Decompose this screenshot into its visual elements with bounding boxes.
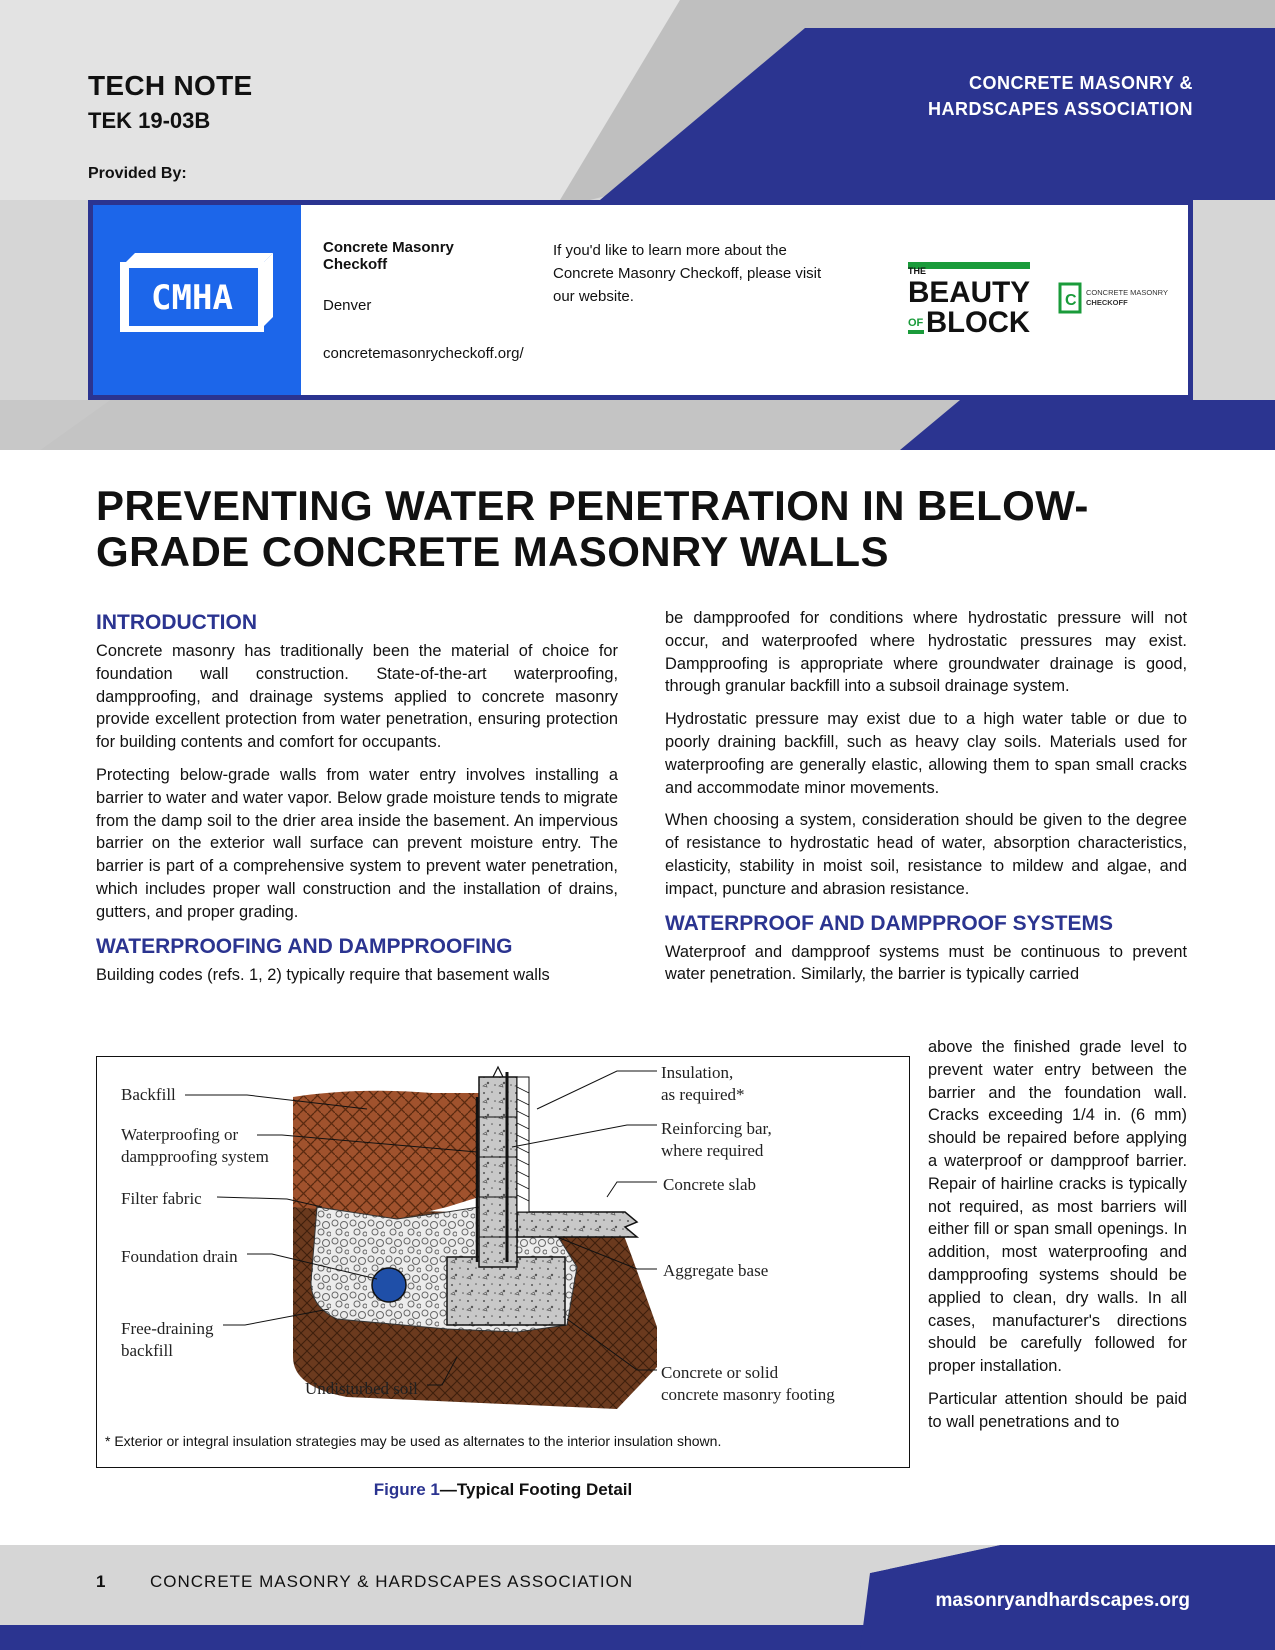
label-aggregate-base: Aggregate base [663,1261,769,1280]
provider-city: Denver [323,297,372,314]
tech-note-label: TECH NOTE [88,70,253,101]
waterproofing-paragraph-2: Hydrostatic pressure may exist due to a high water table or due to poorly draining backfill, such as heavy clay soils. Materials used for waterproofing are generally elastic, allowing them to span small cracks and accommodate minor movements. [665,710,1187,797]
svg-text:C: C [1065,292,1077,309]
footer-website-link[interactable]: masonryandhardscapes.org [935,1590,1190,1611]
label-free-draining-2: backfill [121,1341,173,1360]
right-column [665,607,1187,996]
svg-text:BEAUTY: BEAUTY [908,276,1030,309]
page-title: PREVENTING WATER PENETRATION IN BELOW-GRADE CONCRETE MASONRY WALLS [96,482,1089,575]
beauty-of-block-logo [908,260,1038,340]
provider-url-link[interactable]: concretemasonrycheckoff.org/ [323,345,524,362]
tek-code: TEK 19-03B [88,108,211,133]
left-column [96,610,618,996]
provided-by-label: Provided By: [88,165,187,182]
label-insulation-1: Insulation, [661,1063,734,1082]
svg-text:CMHA: CMHA [151,278,233,318]
systems-paragraph-2: Particular attention should be paid to wall penetrations and to [928,1389,1187,1431]
label-waterproofing-1: Waterproofing or [121,1125,239,1144]
waterproofing-paragraph-3: When choosing a system, consideration should be given to the degree of resistance to hydrostatic head of water, absorption characteristics, elasticity, stability in moist soil, resistance to mildew and algae, and impact, puncture and abrasion resistance. [665,811,1187,898]
label-concrete-slab: Concrete slab [663,1175,756,1194]
cmha-logo [93,205,301,395]
label-waterproofing-2: dampproofing system [121,1147,269,1166]
figure-1 [96,1056,910,1468]
svg-text:CHECKOFF: CHECKOFF [1086,298,1128,307]
figure-caption-text: —Typical Footing Detail [439,1480,633,1499]
label-free-draining-1: Free-draining [121,1319,214,1338]
page-number: 1 [96,1572,106,1591]
label-footing-2: concrete masonry footing [661,1385,835,1404]
label-insulation-2: as required* [661,1085,745,1104]
figure-note: * Exterior or integral insulation strategies may be used as alternates to the interior insulation shown. [105,1433,722,1449]
narrow-column [928,1036,1187,1444]
provider-name: Concrete Masonry Checkoff [323,239,454,273]
label-rebar-2: where required [661,1141,764,1160]
intro-heading: INTRODUCTION [96,611,257,634]
svg-text:OF: OF [908,317,924,329]
header-org-name [880,70,1193,122]
svg-text:CONCRETE MASONRY: CONCRETE MASONRY [1086,288,1168,297]
label-foundation-drain: Foundation drain [121,1247,238,1266]
intro-paragraph-2: Protecting below-grade walls from water entry involves installing a barrier to water and water vapor. Below grade moisture tends to migrate from the damp soil to the drier area inside the basement. An impervious barrier on the exterior wall surface can prevent moisture entry. The barrier is part of a comprehensive system to prevent water penetration, which includes proper wall construction and the installation of drains, gutters, and proper grading. [96,765,618,921]
org-line-2: HARDSCAPES ASSOCIATION [927,99,1193,119]
systems-paragraph-start: Waterproof and dampproof systems must be continuous to prevent water penetration. Similarly, the barrier is typically carried [665,942,1187,984]
svg-text:BLOCK: BLOCK [926,306,1031,339]
figure-caption [96,1480,910,1500]
provider-message: If you'd like to learn more about the Concrete Masonry Checkoff, please visit our website. [553,242,822,305]
org-line-1: CONCRETE MASONRY & [968,73,1193,93]
label-filter-fabric: Filter fabric [121,1189,202,1208]
svg-text:THE: THE [908,266,926,276]
systems-heading: WATERPROOF AND DAMPPROOF SYSTEMS [665,911,1114,935]
waterproofing-paragraph-start: Building codes (refs. 1, 2) typically require that basement walls [96,965,550,984]
label-backfill: Backfill [121,1085,176,1104]
intro-paragraph-1: Concrete masonry has traditionally been the material of choice for foundation wall construction. State-of-the-art waterproofing, dampproofing, and drainage systems applied to concrete masonry provide excellent protection from water penetration, ensuring protection for building contents and comfort for occupants. [96,642,618,752]
cmha-logo-icon [93,205,301,395]
footer-org-name: CONCRETE MASONRY & HARDSCAPES ASSOCIATION [150,1572,634,1591]
label-undisturbed-soil: Undisturbed soil [305,1379,418,1398]
label-rebar-1: Reinforcing bar, [661,1119,772,1138]
waterproofing-heading: WATERPROOFING AND DAMPPROOFING [96,934,513,958]
checkoff-logo [1058,280,1188,320]
provider-card [88,200,1193,400]
figure-number: Figure 1 [373,1480,440,1499]
systems-paragraph-cont: above the finished grade level to prevent water entry between the barrier and the foundation wall. Cracks exceeding 1/4 in. (6 mm) should be repaired before applying a waterproof or dampproof barrier. Repair of hairline cracks is typically not required, as most barriers will either fill or span small openings. In addition, most waterproofing and dampproofing systems should be applied to clean, dry walls. In all cases, manufacturer's directions should be carefully followed for proper installation. [928,1038,1187,1376]
label-footing-1: Concrete or solid [661,1363,779,1382]
waterproofing-paragraph-cont: be dampproofed for conditions where hydrostatic pressure will not occur, and waterproofed where hydrostatic pressures may exist. Dampproofing is appropriate where groundwater drainage is good, through granular backfill into a subsoil drainage system. [665,609,1187,696]
